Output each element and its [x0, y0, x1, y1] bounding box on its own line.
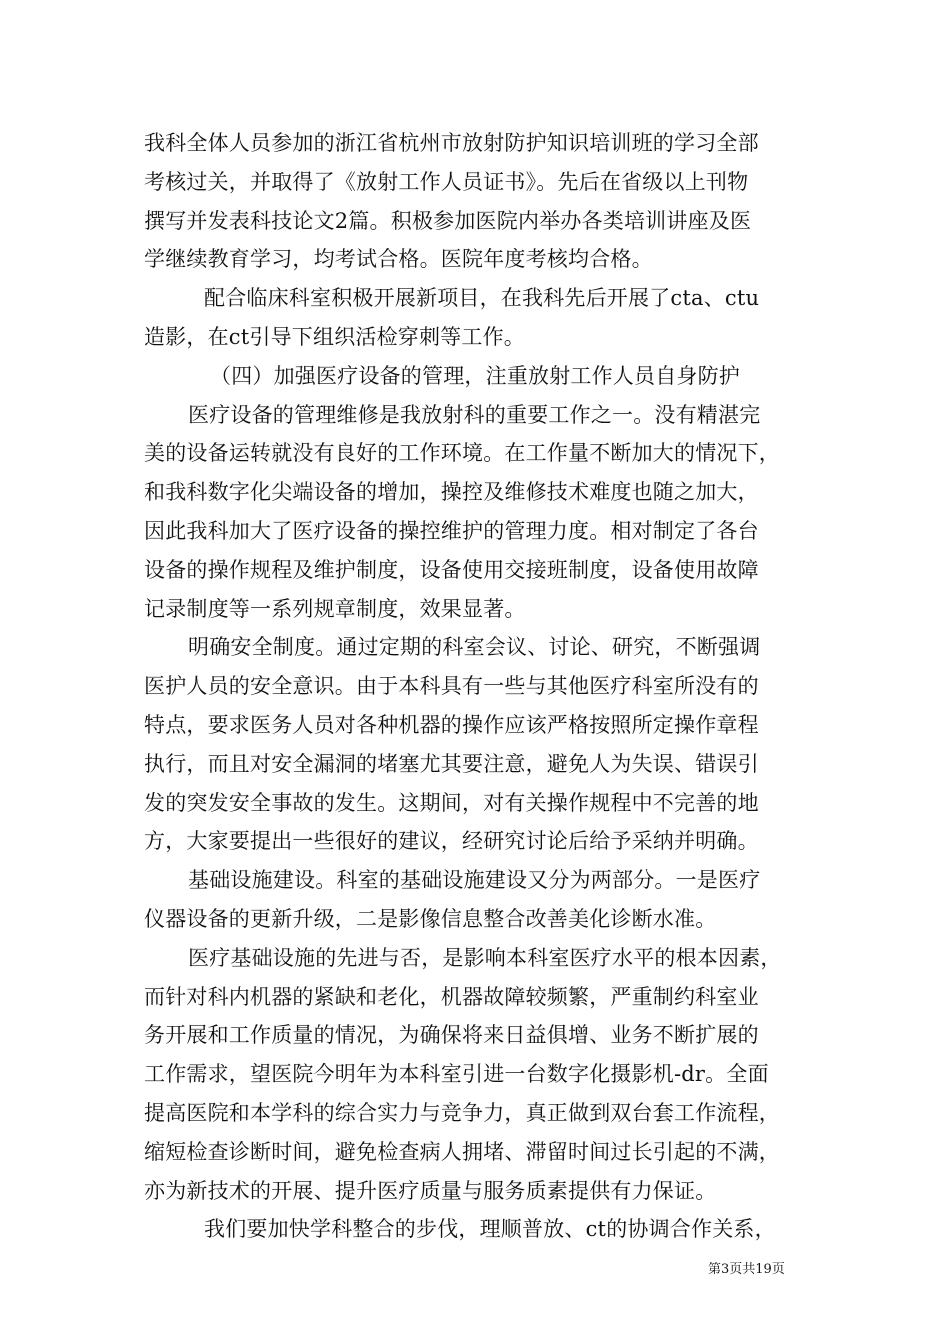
text-line: 缩短检查诊断时间，避免检查病人拥堵、滞留时间过长引起的不满， — [144, 1139, 780, 1164]
text-line: 而针对科内机器的紧缺和老化，机器故障较频繁，严重制约科室业 — [144, 984, 759, 1009]
section-heading: （四）加强医疗设备的管理，注重放射工作人员自身防护 — [210, 363, 740, 388]
text-line: 美的设备运转就没有良好的工作环境。在工作量不断加大的情况下， — [144, 441, 780, 466]
text-line: 和我科数字化尖端设备的增加，操控及维修技术难度也随之加大， — [144, 480, 759, 505]
text-line: 提高医院和本学科的综合实力与竞争力，真正做到双台套工作流程， — [144, 1100, 780, 1125]
page-number: 第3页共19页 — [708, 1262, 785, 1277]
text-line: 医疗设备的管理维修是我放射科的重要工作之一。没有精湛完 — [188, 402, 761, 427]
text-line: 务开展和工作质量的情况，为确保将来日益俱增、业务不断扩展的 — [144, 1023, 759, 1048]
text-line: 我们要加快学科整合的步伐，理顺普放、ct的协调合作关系， — [204, 1217, 776, 1242]
document-body — [144, 124, 824, 1249]
text-line: 仪器设备的更新升级，二是影像信息整合改善美化诊断水准。 — [144, 906, 717, 931]
text-line: 特点，要求医务人员对各种机器的操作应该严格按照所定操作章程 — [144, 712, 759, 737]
text-line: 考核过关，并取得了《放射工作人员证书》。先后在省级以上刊物 — [144, 169, 749, 194]
text-line: 配合临床科室积极开展新项目，在我科先后开展了cta、ctu — [204, 286, 760, 311]
text-line: 方，大家要提出一些很好的建议，经研究讨论后给予采纳并明确。 — [144, 829, 759, 854]
text-line: 撰写并发表科技论文2篇。积极参加医院内举办各类培训讲座及医 — [144, 208, 752, 233]
text-line: 因此我科加大了医疗设备的操控维护的管理力度。相对制定了各台 — [144, 518, 759, 543]
text-line: 基础设施建设。科室的基础设施建设又分为两部分。一是医疗 — [188, 868, 761, 893]
text-line: 医疗基础设施的先进与否，是影响本科室医疗水平的根本因素， — [188, 945, 782, 970]
text-line: 医护人员的安全意识。由于本科具有一些与其他医疗科室所没有的 — [144, 674, 759, 699]
text-line: 执行，而且对安全漏洞的堵塞尤其要注意，避免人为失误、错误引 — [144, 751, 759, 776]
text-line: 亦为新技术的开展、提升医疗质量与服务质素提供有力保证。 — [144, 1178, 717, 1203]
text-line: 我科全体人员参加的浙江省杭州市放射防护知识培训班的学习全部 — [144, 131, 759, 155]
text-line: 工作需求，望医院今明年为本科室引进一台数字化摄影机-dr。全面 — [144, 1062, 769, 1087]
text-line: 明确安全制度。通过定期的科室会议、讨论、研究，不断强调 — [188, 635, 761, 660]
text-line: 造影，在ct引导下组织活检穿刺等工作。 — [144, 324, 525, 349]
text-line: 学继续教育学习，均考试合格。医院年度考核均合格。 — [144, 247, 653, 272]
text-line: 发的突发安全事故的发生。这期间，对有关操作规程中不完善的地 — [144, 790, 759, 815]
text-line: 记录制度等一系列规章制度，效果显著。 — [144, 596, 526, 621]
text-line: 设备的操作规程及维护制度，设备使用交接班制度，设备使用故障 — [144, 557, 759, 582]
